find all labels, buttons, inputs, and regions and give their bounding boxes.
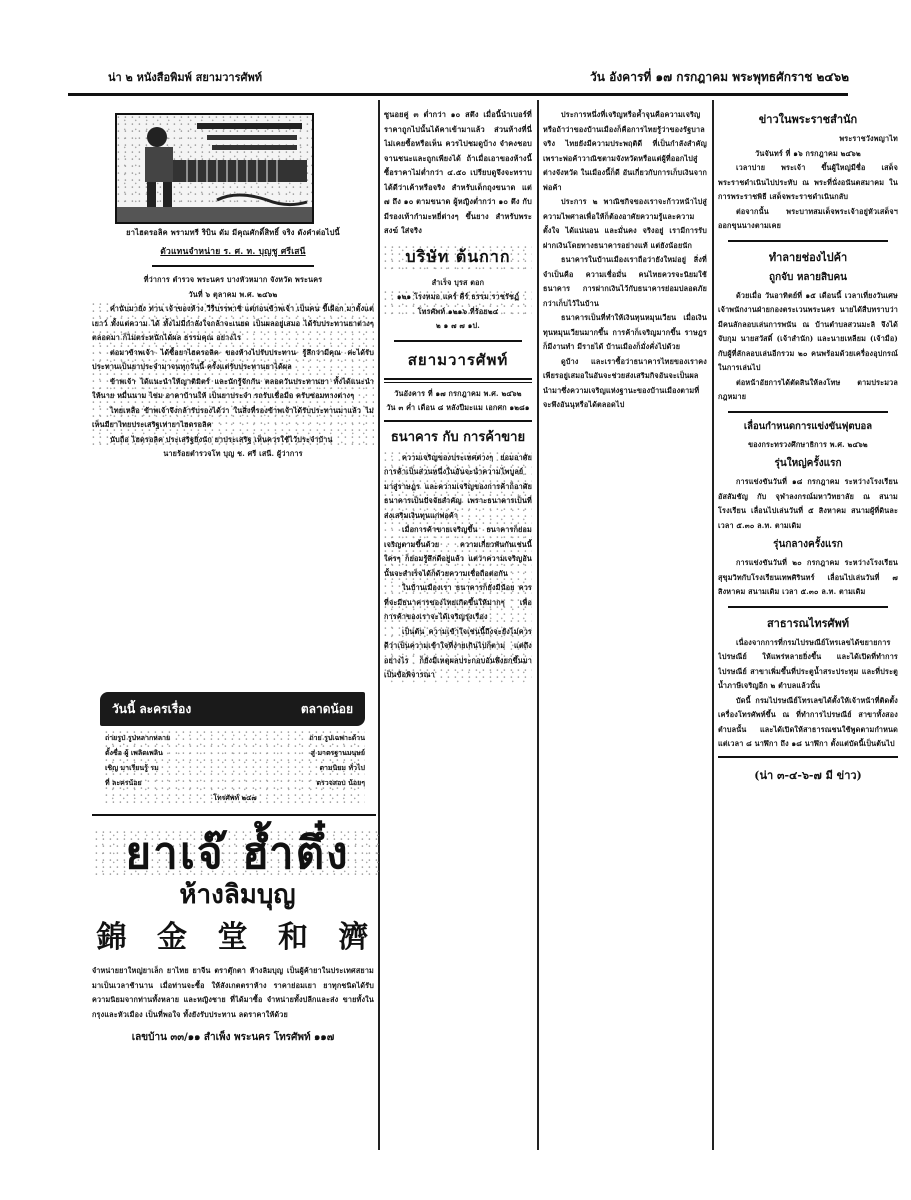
article-paragraph: ธนาคารในบ้านเมืองเราถือว่ายังใหม่อยู่ สิ่งที่จำเป็นคือ ความเชื่อมั่น คนไทยควรจะนิยมใช้ธนาคาร การฝากเงินไว้กับธนาคารย่อมปลอดภัยกว่าเก็บไว้ในบ้าน — [543, 255, 707, 308]
royal-news-title: ข่าวในพระราชสำนัก — [758, 113, 858, 126]
masthead: สยามวารศัพท์ — [407, 350, 509, 369]
gambling-news-title: ทำลายช่องไปค้า — [768, 250, 848, 264]
royal-news-date: วันจันทร์ ที่ ๑๖ กรกฎาคม ๒๔๖๒ — [755, 148, 861, 158]
football-news-title: เลื่อนกำหนดการแข่งขันฟุตบอล — [743, 420, 873, 432]
article-paragraph: ความเจริญของประเทศต่างๆ ย่อมอาศัยการค้าเป็นส่วนหนึ่งในอันจะนำความไพบูลย์มาสู่ราษฎร และความเจริญของการค้าก็อาศัยธนาคารเป็นปัจจัยสำคัญ เพราะธนาคารเป็นที่ส่งเสริมเงินทุนแก่พ่อค้า — [384, 452, 532, 520]
credit-item: สู่ มาตรฐานมนุษย์ — [310, 748, 365, 757]
medicine-ad-address: เลขบ้าน ๓๓/๑๑ สำเพ็ง พระนคร โทรศัพท์ ๑๑๗ — [131, 1032, 335, 1043]
theater-banner — [100, 692, 365, 726]
royal-news-location: พระราชวังพญาไท — [839, 134, 898, 143]
masthead-date-gregorian: วันอังคาร ที่ ๑๗ กรกฎาคม พ.ศ. ๒๔๖๒ — [394, 388, 522, 398]
football-round1-body — [718, 475, 898, 533]
company-address: ๑๒๑ โรงหมอ แคร์ คีร์ ธรรม ราชรัชฏ์ โทรศัพท์ ๑๒๑๖ ที่ร้อย๒๔ — [384, 290, 532, 319]
medicine-ad-chinese-title: 錦 金 堂 和 濟 — [96, 920, 379, 955]
letter-paragraph: ไทยเหลือ ข้าพเจ้าจึงกล้ารับรองได้ว่า ในสิ่งที่รองข้าพเจ้าได้รับประทานมาแล้ว ไม่เห็นมียาไทยประเสริฐเท่ายาไฮดรอลิค — [92, 405, 374, 429]
medicine-ad-subtitle: ห้างลิมบุญ — [179, 880, 296, 910]
header-rule — [68, 93, 848, 96]
credit-item: ตามนิยม ทั่วไป — [319, 763, 365, 772]
credit-row — [105, 730, 365, 745]
section-rule — [728, 240, 888, 242]
masthead-rule — [384, 378, 532, 383]
column-3 — [543, 108, 707, 1148]
letter-address: ที่ว่าการ ตำรวจ พระนคร บางหัวหมาก จังหวัด พระนคร — [143, 275, 323, 284]
article-paragraph: ประการหนึ่งที่เจริญหรือค้ำจุนคือความเจริญหรือถ้าว่าของบ้านเมืองก็คือการไทยรู้ว่าของรัฐบาลจริง ไทยยังมีความประพฤติดี ที่เป็นกำลังสำคัญ เพราะพ่อค้าวาณิชตามจังหวัดหรือแต่ผู้ที่ออกไปสู่ต่างจังหวัด ในเมืองนี้ก็ดี อันเกี่ยวกับการเก็บเงินจากพ่อค้า — [543, 110, 707, 192]
illustration-advertisement — [115, 113, 314, 224]
credit-item: ที่ ละครน้อย — [105, 778, 142, 787]
credit-row — [105, 775, 365, 790]
news-paragraph: เวลาบ่าย พระเจ้า ขึ้นผู้ใหญ่มีชื่อ เสด็จพระราชดำเนินไปประทับ ณ พระที่นั่งอนันตสมาคม ในการพระราชพิธี เสด็จพระราชดำเนินกลับ — [718, 163, 898, 201]
football-round1-title: รุ่นใหญ่ครั้งแรก — [774, 458, 842, 469]
section-rule — [92, 814, 376, 816]
page-number-label: น่า ๒ หนังสือพิมพ์ สยามวารศัพท์ — [108, 71, 262, 84]
telephone-news-title: สาธารณไทรศัพท์ — [766, 616, 850, 630]
article-body — [384, 451, 532, 683]
royal-news-body — [718, 161, 898, 234]
section-rule — [394, 340, 522, 342]
article-paragraph: ในบ้านเมืองเรา ธนาคารก็ยังมีน้อย ควรที่จะมีธนาคารของไทยเกิดขึ้นให้มากๆ เพื่อการค้าของเราจะได้เจริญรุ่งเรือง — [384, 583, 532, 621]
news-paragraph: ต่อหน้าอัยการได้ตัดสินให้ลงโทษ ตามประมวลกฎหมาย — [718, 377, 898, 401]
article-title: ธนาคาร กับ การค้าขาย — [390, 429, 526, 445]
masthead-date-lunar: วัน ๓ ค่ำ เดือน ๘ หลังปีมะแม เอกศก ๑๒๘๑ — [386, 403, 530, 412]
company-code: ๒ ๑ ๗ ๗ ๑ป. — [436, 321, 480, 330]
ad-agent: ตัวแทนจำหน่าย ร. ศ. ท. บุญชู ศรีเสนี — [160, 246, 306, 257]
credit-row — [105, 760, 365, 775]
letter-paragraph: นับถือ ไฮดรอลิค ประเสริฐยิ่งนัก ยาประเสริฐ เห็นควรใช้ไว้ประจำบ้าน — [110, 434, 333, 444]
company-name: บริษัท ต้นกาก — [384, 245, 532, 270]
column-divider — [378, 100, 380, 1150]
section-rule — [728, 606, 888, 608]
section-rule — [152, 265, 314, 267]
company-manager: สำเร็จ บุรส ตอก — [431, 277, 485, 287]
telephone-news-body — [718, 636, 898, 752]
gambling-news-subtitle: ถูกจับ หลายสิบคน — [769, 271, 847, 283]
article-paragraph: เป็นต้น ความเข้าใจเช่นนี้ถึงจะยังไม่ควรดีว่าเป็นความเข้าใจที่ง่ายเกินไปก็ตาม แต่ถึงอย่างไร ก็ยังมีเหตุผลประกอบอันพึงยกขึ้นมาเป็นข้อพิจารณา — [384, 626, 532, 679]
credit-item: ถ่ายรูป รูปหลากหลาย — [105, 733, 171, 742]
news-paragraph: เนื่องจากการที่กรมไปรษณีย์โทรเลขได้ขยายการไปรษณีย์ ให้แพร่หลายยิ่งขึ้น และได้เปิดที่ทำการไปรษณีย์ สาขาเพิ่มขึ้นที่ประตูน้ำสระประทุม และที่ประตูน้ำภาษีเจริญอีก ๒ ตำบลแล้วนั้น — [718, 637, 898, 690]
article-paragraph: ดูบ้าง และเราซื้อว่าธนาคารไทยของเราคงเพียรอยู่เสมอในอันจะช่วยส่งเสริมกิจอันจะเป็นผลนำมาซึ่งความเจริญแห่งฐานะของบ้านเมืองตามที่จะพึงอันนุหรือได้ตลอดไป — [543, 356, 707, 409]
column-2 — [384, 108, 532, 683]
article-paragraph: ธนาคารเป็นที่ทำให้เงินทุนหมุนเวียน เมื่อเงินทุนหมุนเวียนมากขึ้น การค้าก็เจริญมากขึ้น ราษฎรก็มีงานทำ มีรายได้ บ้านเมืองก็มั่งคั่งไปด้วย — [543, 313, 707, 351]
news-paragraph: การแข่งขันวันที่ ๑๘ กรกฎาคม ระหว่างโรงเรียน อัสสัมชัญ กับ จุฬาลงกรณ์มหาวิทยาลัย ณ สนามโรงเรียน เลื่อนไปเล่นวันที่ ๕ สิงหาคม สนามผู้ที่ดินละ เวลา ๕.๓๐ ล.ท. ตามเดิม — [718, 477, 898, 530]
gambling-news-body — [718, 289, 898, 405]
column-divider — [712, 100, 714, 1150]
news-paragraph: ต่อจากนั้น พระบาทสมเด็จพระเจ้าอยู่หัวเสด็จฯ ออกขุนนางตามเคย — [718, 206, 898, 230]
news-paragraph: บัดนี้ กรมไปรษณีย์โทรเลขได้ตั้งให้เจ้าหน้าที่ติดตั้งเครื่องโทรศัพท์ขึ้น ณ ที่ทำการไปรษณีย์ สาขาทั้งสองตำบลนั้น และได้เปิดให้สาธารณชนใช้พูดตามกำหนด แต่เวลา ๘ นาฬิกา ถึง ๑๘ นาฬิกา ตั้งแต่บัดนี้เป็นต้นไป — [718, 695, 898, 748]
letter-date: วันที่ ๖ ตุลาคม พ.ศ. ๒๔๖๒ — [188, 289, 278, 299]
column-4 — [718, 106, 898, 784]
credit-item: ตรวจสอบ น้อยๆ — [316, 778, 365, 787]
news-paragraph: การแข่งขันวันที่ ๒๐ กรกฎาคม ระหว่างโรงเรียนสุขุมวิทกับโรงเรียนเทพศิรินทร์ เลื่อนไปเล่นวันที่ ๗ สิงหาคม สนามเดิม เวลา ๕.๓๐ ล.ท. ตามเดิม — [718, 558, 898, 596]
medicine-ad-text: จำหน่ายยาใหญ่ยาเล็ก ยาไทย ยาจีน ตราตุ๊กตา ห้างลิมบุญ เป็นผู้ค้ายาในประเทศสยามมาเป็นเวลาช้านาน เมื่อท่านจะซื้อ ให้สังเกตตราห้าง ราคาย่อมเยา ยาทุกชนิดได้รับความนิยมจากท่านทั้งหลาย และหญิงชาย ที่ได้มาซื้อ จำหน่ายทั้งปลีกและส่ง ขายทั้งในกรุงและหัวเมือง เป็นที่พอใจ ทั้งยังรับประทาน ลดราคาให้ด้วย — [92, 966, 374, 1019]
banner-right-text: ตลาดน้อย — [300, 701, 353, 716]
column-1 — [92, 226, 374, 462]
section-rule — [718, 756, 898, 758]
credit-item: ถ่าย รูปเฉพาะด้าน — [309, 733, 365, 742]
credit-row — [105, 745, 365, 760]
ad-caption: ยาไฮดรอลิค พรามทรี ริบิน ดัม มีคุณศักดิ์สิทธิ์ จริง ดังคำต่อไปนี้ — [126, 228, 340, 237]
medicine-ad-title: ยาเจ๊ ฮ้ำตึ๋ง — [95, 830, 380, 878]
football-round2-title: รุ่นกลางครั้งแรก — [773, 539, 843, 550]
letter-body — [92, 302, 374, 447]
article-continuation — [543, 108, 707, 413]
credit-item: เชิญ มาเรียนรู้ รม — [105, 763, 159, 772]
section-rule — [384, 420, 532, 422]
article-paragraph: ประการ ๒ พาณิชกิจของเราจะก้าวหน้าไปสู่ความไพศาลเพื่อให้ก็ต้องอาศัยความรู้และความตั้งใจ ได้แน่นอน และมั่นคง จริงอยู่ เรามีการรับฝากเงินโดยทางธนาคารอย่างแท้ แต่ยังน้อยนัก — [543, 197, 707, 250]
man-carrying-crocodile-illustration — [117, 115, 312, 222]
section-rule — [728, 411, 888, 413]
medicine-ad-body — [92, 964, 374, 1045]
issue-date: วัน อังคารที่ ๑๗ กรกฎาคม พระพุทธศักราช ๒๔๖๒ — [590, 70, 850, 84]
shoe-notice: ซูนอยคู่ ๓ ต่ำกว่า ๑๐ สตึง เมื่อนี้นำเบอร์ที่ราคาถูกไปนั้นได้คาเข้ามาแล้ว ส่วนห้างที่นี่ไม่เคยซื้อหรือเห็น ควรไปชมดูบ้าง จำคงชอบจานชนะและถูกเพียงได้ ถ้าเมื่อเอาของห้างนี้ซื้อราคาไม่ต่ำกว่า ๔.๕๐ เปรียบดูจึงจะทราบได้ดีว่าเค้าหรือจริง สำหรับเด็กถุงขนาด แต่ ๗ ถึง ๑๐ ตามขนาด ผู้หญิงต่ำกว่า ๑๐ ตึง กับมีรองเท้ากำมะหยี่ต่างๆ ขึ้นยาง สำหรับพระสงฆ์ ใส่จริง — [384, 110, 532, 235]
article-paragraph: เมื่อการค้าขายเจริญขึ้น ธนาคารก็ย่อมเจริญตามขึ้นด้วย ความเกี่ยวพันกันเช่นนี้ ใครๆ ก็ย่อมรู้สึกดีอยู่แล้ว แต่ว่าความเจริญอันนั้นจะสำเร็จได้ก็ด้วยความเชื่อถือต่อกัน — [384, 525, 532, 578]
football-news-subtitle: ของกระทรวงศึกษาธิการ พ.ศ. ๒๔๖๒ — [748, 439, 868, 449]
news-paragraph: ด้วยเมื่อ วันอาทิตย์ที่ ๑๕ เดือนนี้ เวลาเที่ยงวันเศษ เจ้าพนักงานฝ่ายกองตระเวนพระนคร นายได้สืบทราบว่ามีคนลักลอบเล่นการพนัน ณ บ้านตำบลสวนมะลิ จึงได้จับกุม นายสวัสดิ์ (เจ้าสำนัก) และนายเหลียม (เจ้ามือ) กับผู้ที่ลักลอบเล่นอีกรวม ๒๐ คนพร้อมด้วยเครื่องอุปกรณ์ในการเล่นไป — [718, 290, 898, 372]
football-round2-body — [718, 556, 898, 600]
letter-signoff: นายร้อยตำรวจโท บุญ ช. ศรี เสนี. ผู้ว่าการ — [163, 449, 303, 458]
continued-pages-note: (น่า ๓-๔-๖-๗ มี ข่าว) — [754, 768, 862, 782]
credits-phone: โทรศัพท์ ๒๔๗ — [213, 793, 257, 802]
credit-item: ตั้งชื่อ ผู้ เพลิดเพลิน — [105, 748, 163, 757]
letter-paragraph: ข้าพเจ้า ได้แนะนำให้ญาติมิตร์ และนักรู้จักกัน ตลอดวันประทานยา ทั้งได้แนะนำ ให้นาย หมื่นนาม ไข่ม อาคาบ้านให้ เป็นยาประจำ รถรับเชื่อมือ ครับซ่อมทางต่างๆ — [92, 376, 374, 400]
column-divider — [537, 100, 539, 1150]
letter-paragraph: ต่อมาข้าพเจ้า ได้ซื้อยาไฮดรอลิค ของห้างไปรับประทาน รู้สึกว่ามีคุณ ค่ะได้รับประทานเป็นยาประจำมาจนทุกวันนี้ ครั้งแต่รับประทานยาได้ผล — [92, 347, 374, 371]
banner-left-text: วันนี้ ละครเรื่อง — [112, 701, 192, 716]
letter-paragraph: คำนับมายัง ท่าน เจ้าของห้าง วีรีบรรพาชิ แต่ก่อนข้าพเจ้า เป็นคน ขี้เผือก มาตั้งแต่เยาว์ ทั้งแต่ความ ได้ ทั้งไม่มีกำลังใจกล้าจะเนยด เป็นผลอยู่เสมอ ได้รับประทานยาต่างๆ ตลอดมา ก็ไม่ตระหนักได้ผล ธรรมคุณ อย่างไร — [92, 304, 374, 342]
theater-credits — [105, 730, 365, 805]
